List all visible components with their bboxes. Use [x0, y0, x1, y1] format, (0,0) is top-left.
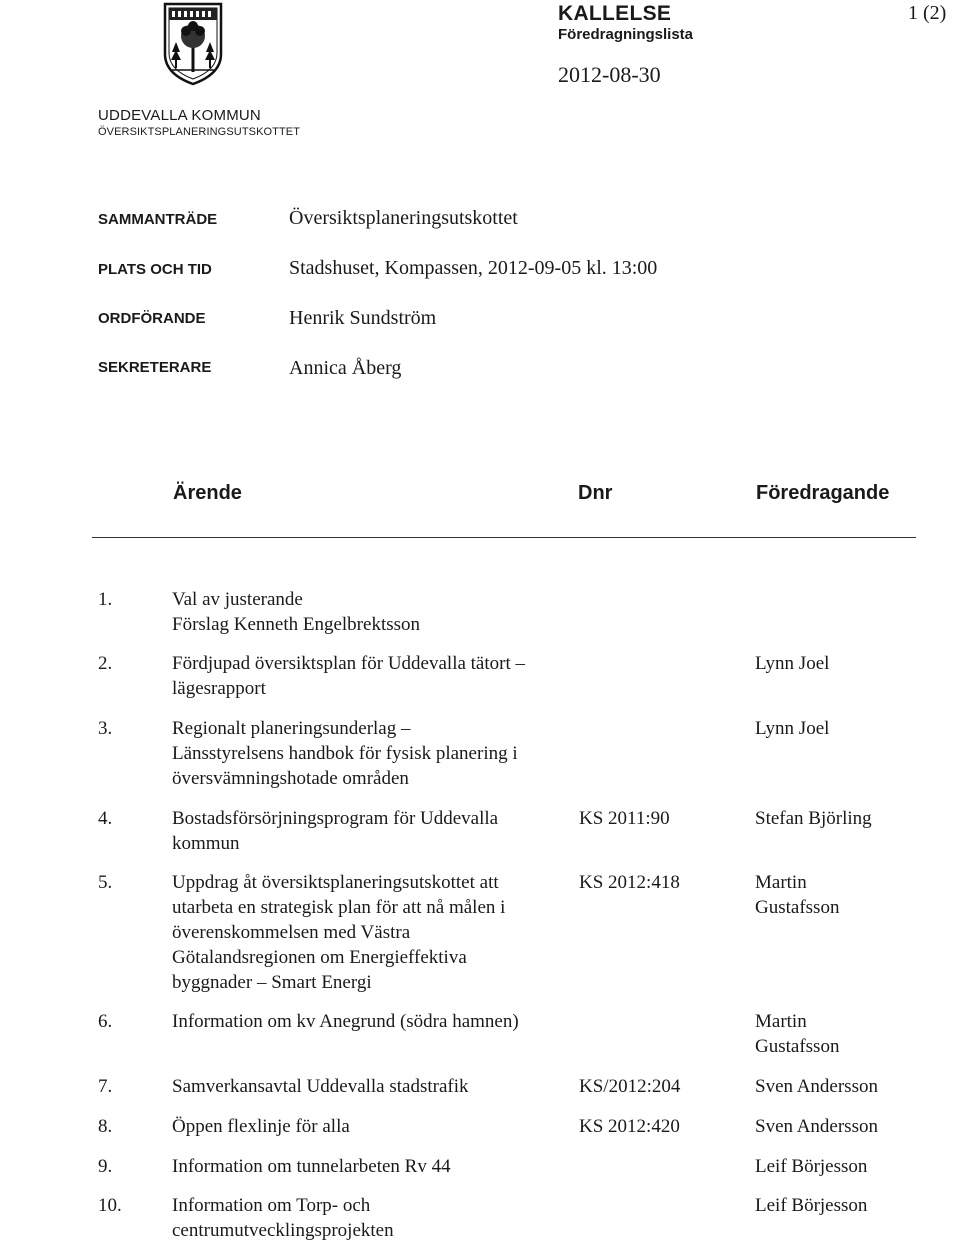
item-number: 9. [98, 1156, 113, 1177]
item-presenter: Sven Andersson [755, 1116, 878, 1137]
item-dnr: KS 2011:90 [579, 808, 670, 829]
item-number: 7. [98, 1076, 113, 1097]
item-title: Samverkansavtal Uddevalla stadstrafik [172, 1076, 469, 1097]
organization-unit: ÖVERSIKTSPLANERINGSUTSKOTTET [98, 126, 301, 138]
meta-label-sammantrade: SAMMANTRÄDE [98, 211, 218, 228]
item-title: Regionalt planeringsunderlag – Länsstyrelsens handbok för fysisk planering i översvämningshotade områden [172, 718, 518, 789]
meta-value-ordforande: Henrik Sundström [289, 307, 437, 329]
meta-label-sekreterare: SEKRETERARE [98, 359, 212, 376]
item-presenter: Martin Gustafsson [755, 872, 840, 918]
item-title: Öppen flexlinje för alla [172, 1116, 350, 1137]
document-subtype: Föredragningslista [558, 26, 694, 43]
document-type: KALLELSE [558, 2, 672, 25]
item-title: Fördjupad översiktsplan för Uddevalla tätort – lägesrapport [172, 653, 526, 699]
item-number: 8. [98, 1116, 113, 1137]
item-title: Information om kv Anegrund (södra hamnen) [172, 1011, 519, 1032]
item-presenter: Sven Andersson [755, 1076, 878, 1097]
meta-value-plats: Stadshuset, Kompassen, 2012-09-05 kl. 13:00 [289, 257, 658, 279]
item-presenter: Lynn Joel [755, 653, 830, 674]
item-number: 4. [98, 808, 113, 829]
item-dnr: KS 2012:418 [579, 872, 680, 893]
column-header-foredragande: Föredragande [756, 482, 890, 504]
item-number: 2. [98, 653, 113, 674]
meta-label-ordforande: ORDFÖRANDE [98, 310, 206, 327]
item-title: Val av justerande Förslag Kenneth Engelbrektsson [172, 589, 421, 635]
item-title: Information om Torp- och centrumutvecklingsprojekten [172, 1195, 394, 1241]
item-number: 6. [98, 1011, 113, 1032]
item-title: Bostadsförsörjningsprogram för Uddevalla kommun [172, 808, 499, 854]
coat-of-arms-icon [162, 2, 224, 86]
column-header-arende: Ärende [173, 482, 242, 504]
item-dnr: KS 2012:420 [579, 1116, 680, 1137]
item-title: Uppdrag åt översiktsplaneringsutskottet att utarbeta en strategisk plan för att nå målen i överenskommelsen med Västra Götalandsregionen om Energieffektiva byggnader – Smart Energi [172, 872, 506, 993]
document-date: 2012-08-30 [558, 62, 661, 87]
organization-name: UDDEVALLA KOMMUN [98, 107, 261, 124]
item-presenter: Lynn Joel [755, 718, 830, 739]
item-presenter: Leif Börjesson [755, 1156, 868, 1177]
meta-value-sekreterare: Annica Åberg [289, 357, 402, 379]
meta-label-plats: PLATS OCH TID [98, 261, 212, 278]
item-presenter: Stefan Björling [755, 808, 872, 829]
item-number: 10. [98, 1195, 122, 1216]
item-title: Information om tunnelarbeten Rv 44 [172, 1156, 451, 1177]
column-header-dnr: Dnr [578, 482, 613, 504]
item-dnr: KS/2012:204 [579, 1076, 681, 1097]
item-presenter: Martin Gustafsson [755, 1011, 840, 1057]
item-number: 5. [98, 872, 113, 893]
item-presenter: Leif Börjesson [755, 1195, 868, 1216]
header-divider [92, 537, 916, 538]
meta-value-sammantrade: Översiktsplaneringsutskottet [289, 207, 518, 229]
item-number: 1. [98, 589, 113, 610]
item-number: 3. [98, 718, 113, 739]
page-number: 1 (2) [908, 2, 947, 24]
